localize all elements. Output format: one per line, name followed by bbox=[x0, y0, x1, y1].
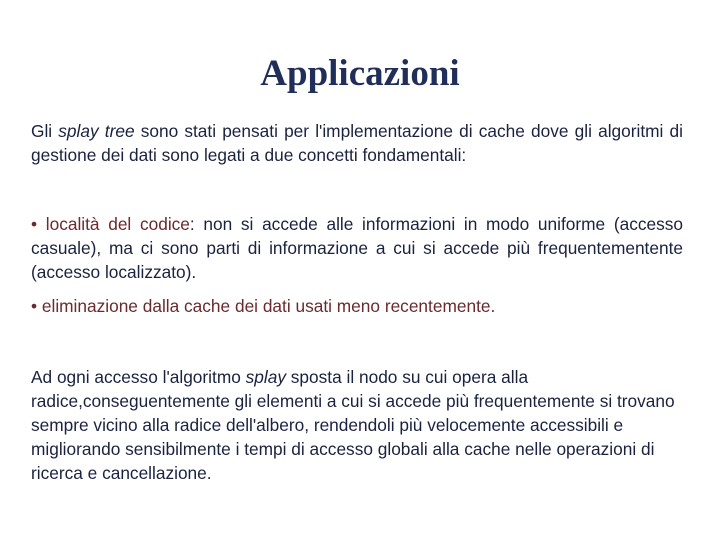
bullet-text: eliminazione dalla cache dei dati usati meno recentemente. bbox=[37, 296, 496, 316]
outro-paragraph bbox=[31, 365, 683, 485]
intro-emphasis: splay tree bbox=[58, 121, 135, 141]
outro-text-rest: sposta il nodo su cui opera alla radice,conseguentemente gli elementi a cui si accede più frequentemente si trovano sempre vicino alla radice dell'albero, rendendoli più velocemente accessibili e migliorando sensibilmente i tempi di accesso globali alla cache nelle operazioni di ricerca e cancellazione. bbox=[31, 367, 675, 483]
bullet-text: : non si accede alle informazioni in modo uniforme (accesso casuale), ma ci sono parti di informazione a cui si accede più frequentementente (accesso localizzato). bbox=[31, 214, 684, 282]
outro-emphasis: splay bbox=[245, 367, 286, 387]
slide-title: Applicazioni bbox=[260, 53, 460, 94]
intro-text-rest: sono stati pensati per l'implementazione di cache dove gli algoritmi di gestione dei dati sono legati a due concetti fondamentali: bbox=[31, 121, 683, 165]
outro-text: Ad ogni accesso l'algoritmo bbox=[31, 367, 246, 387]
intro-paragraph bbox=[31, 119, 683, 167]
bullet-locality bbox=[31, 212, 683, 284]
bullet-term: località del codice bbox=[37, 214, 190, 234]
bullet-eviction bbox=[31, 294, 683, 318]
bullet-marker: • bbox=[31, 296, 38, 316]
bullet-marker: • bbox=[31, 214, 38, 234]
intro-text: Gli bbox=[31, 121, 59, 141]
